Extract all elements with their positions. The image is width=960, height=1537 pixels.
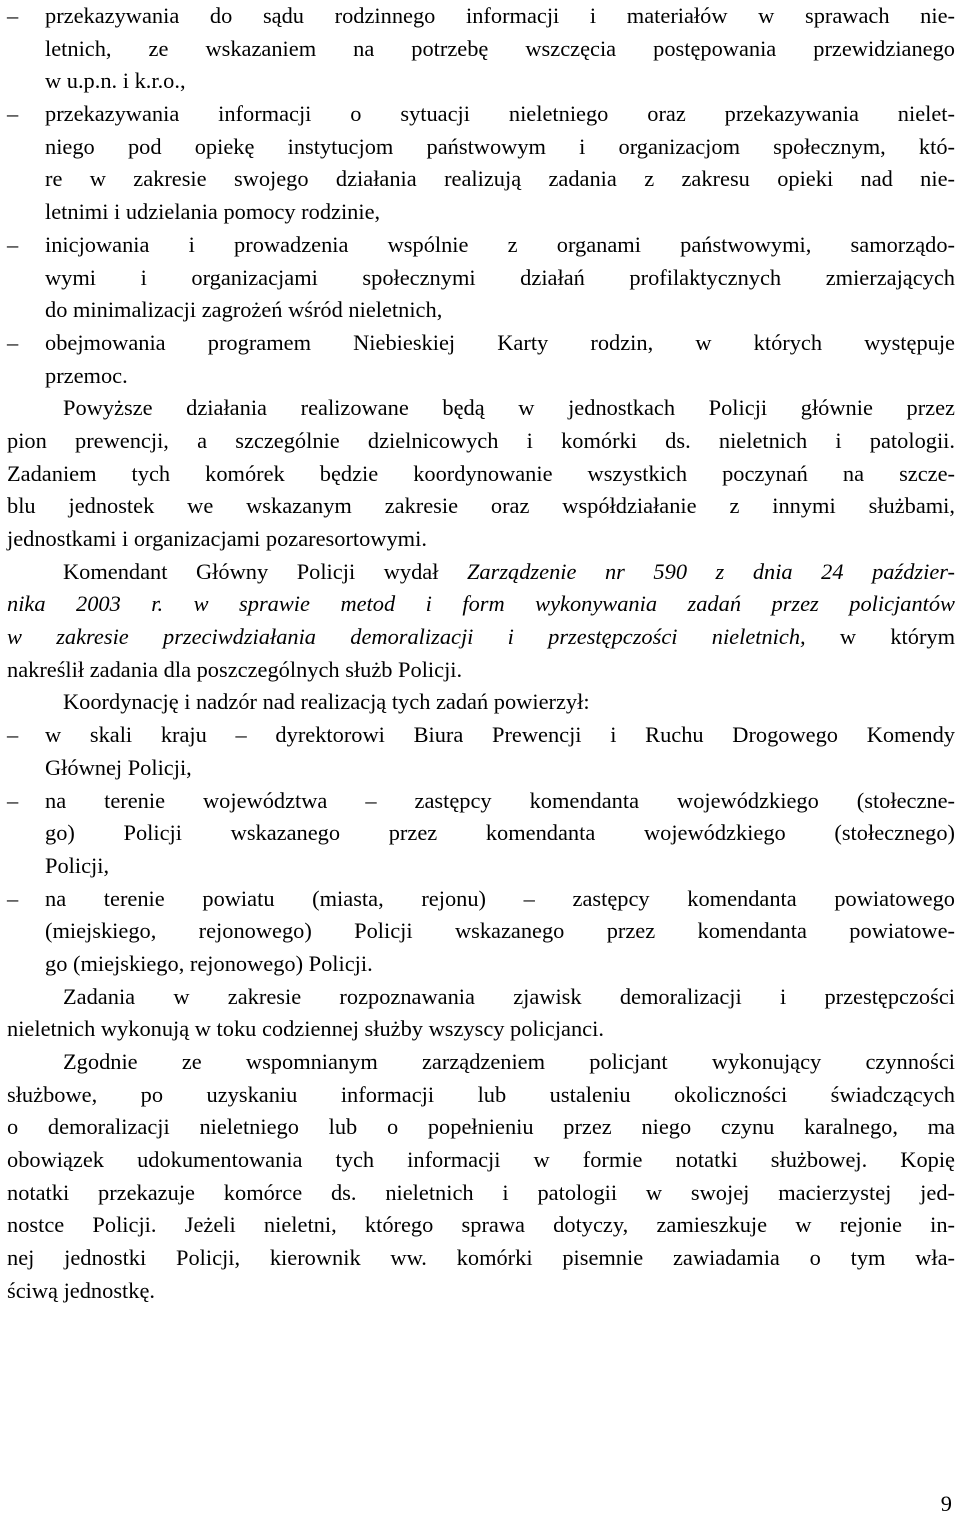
text-line <box>7 588 955 621</box>
text-line <box>7 98 955 131</box>
line-text: służbowe, po uzyskaniu informacji lub ustaleniu okoliczności świadczących <box>7 1081 955 1107</box>
line-text: przemoc. <box>45 362 128 388</box>
line-text: nostce Policji. Jeżeli nieletni, którego sprawa dotyczy, zamieszkuje w rejonie in- <box>7 1212 955 1238</box>
line-text: inicjowania i prowadzenia wspólnie z organami państwowymi, samorządo- <box>45 231 955 257</box>
line-text: na terenie województwa – zastępcy komendanta wojewódzkiego (stołeczne- <box>45 787 955 813</box>
line-text: blu jednostek we wskazanym zakresie oraz współdziałanie z innymi służbami, <box>7 493 955 519</box>
line-text: ściwą jednostkę. <box>7 1277 155 1303</box>
line-text: nika 2003 r. w sprawie metod i form wykonywania zadań przez policjantów <box>7 591 955 617</box>
line-text: letnimi i udzielania pomocy rodzinie, <box>45 199 381 225</box>
text-line <box>7 556 955 589</box>
text-line <box>7 1275 955 1308</box>
line-text: (miejskiego, rejonowego) Policji wskazanego przez komendanta powiatowe- <box>45 918 955 944</box>
line-text: jednostkami i organizacjami pozaresortowymi. <box>7 526 427 551</box>
text-line <box>7 262 955 295</box>
text-line <box>7 1046 955 1079</box>
bullet-dash: – <box>7 787 19 813</box>
text-line <box>7 425 955 458</box>
line-text: Koordynację i nadzór nad realizacją tych zadań powierzył: <box>63 689 590 715</box>
line-text: pion prewencji, a szczególnie dzielnicowych i komórki ds. nieletnich i patologii. <box>7 427 955 453</box>
text-line <box>7 981 955 1014</box>
line-text: nieletnich wykonują w toku codziennej służby wszyscy policjanci. <box>7 1016 604 1042</box>
text-line <box>7 0 955 33</box>
text-line <box>7 850 955 883</box>
line-text: na terenie powiatu (miasta, rejonu) – zastępcy komendanta powiatowego <box>45 885 955 911</box>
line-text: go (miejskiego, rejonowego) Policji. <box>45 950 373 976</box>
text-line <box>7 33 955 66</box>
text-line <box>7 229 955 262</box>
line-text: przekazywania do sądu rodzinnego informacji i materiałów w sprawach nie- <box>45 3 955 28</box>
line-text: obowiązek udokumentowania tych informacji w formie notatki służbowej. Kopię <box>7 1147 955 1173</box>
line-text: Zgodnie ze wspomnianym zarządzeniem policjant wykonujący czynności <box>63 1049 955 1074</box>
line-text: do minimalizacji zagrożeń wśród nieletnich, <box>45 297 443 323</box>
line-text: Zadaniem tych komórek będzie koordynowanie wszystkich poczynań na szcze- <box>7 460 955 486</box>
text-line <box>7 163 955 196</box>
text-line <box>7 1242 955 1275</box>
text-line <box>7 1144 955 1177</box>
text-line <box>7 294 955 327</box>
document-body <box>7 0 955 1308</box>
text-line <box>7 131 955 164</box>
text-line <box>7 948 955 981</box>
line-text: Komendant Główny Policji wydał Zarządzenie nr 590 z dnia 24 paździer- <box>63 558 955 584</box>
text-line <box>7 654 955 687</box>
line-text: w skali kraju – dyrektorowi Biura Prewencji i Ruchu Drogowego Komendy <box>45 722 955 748</box>
line-text: o demoralizacji nieletniego lub o popełnieniu przez niego czynu karalnego, ma <box>7 1114 955 1140</box>
line-text: obejmowania programem Niebieskiej Karty rodzin, w których występuje <box>45 329 955 355</box>
bullet-dash: – <box>7 101 19 127</box>
text-line <box>7 686 955 719</box>
line-text: notatki przekazuje komórce ds. nieletnich i patologii w swojej macierzystej jed- <box>7 1179 955 1205</box>
bullet-dash: – <box>7 3 19 28</box>
line-text: przekazywania informacji o sytuacji nieletniego oraz przekazywania nielet- <box>45 101 955 127</box>
line-text: nej jednostki Policji, kierownik ww. komórki pisemnie zawiadamia o tym wła- <box>7 1245 955 1271</box>
text-line <box>7 719 955 752</box>
line-text: wymi i organizacjami społecznymi działań profilaktycznych zmierzających <box>45 264 955 290</box>
bullet-dash: – <box>7 722 19 748</box>
text-line <box>7 65 955 98</box>
bullet-dash: – <box>7 329 19 355</box>
line-text: Zadania w zakresie rozpoznawania zjawisk demoralizacji i przestępczości <box>63 983 955 1009</box>
text-line <box>7 1079 955 1112</box>
text-line <box>7 458 955 491</box>
text-line <box>7 360 955 393</box>
text-line <box>7 1013 955 1046</box>
bullet-dash: – <box>7 231 19 257</box>
line-text: Powyższe działania realizowane będą w jednostkach Policji głównie przez <box>63 395 955 421</box>
text-line <box>7 1111 955 1144</box>
text-line <box>7 1177 955 1210</box>
line-text: niego pod opiekę instytucjom państwowym i organizacjom społecznym, któ- <box>45 133 955 159</box>
text-line <box>7 915 955 948</box>
text-line <box>7 490 955 523</box>
text-line <box>7 785 955 818</box>
line-text: nakreślił zadania dla poszczególnych służb Policji. <box>7 656 463 682</box>
line-text: w zakresie przeciwdziałania demoralizacji i przestępczości nieletnich, w którym <box>7 624 956 650</box>
text-line <box>7 817 955 850</box>
line-text: re w zakresie swojego działania realizują zadania z zakresu opieki nad nie- <box>45 166 955 192</box>
text-line <box>7 752 955 785</box>
text-line <box>7 196 955 229</box>
line-text: w u.p.n. i k.r.o., <box>45 68 186 94</box>
text-line <box>7 883 955 916</box>
text-line <box>7 1209 955 1242</box>
text-line <box>7 392 955 425</box>
line-text: Głównej Policji, <box>45 754 192 780</box>
line-text: go) Policji wskazanego przez komendanta wojewódzkiego (stołecznego) <box>45 820 955 846</box>
text-line <box>7 523 955 556</box>
text-line <box>7 621 955 654</box>
page-number: 9 <box>940 1491 952 1516</box>
line-text: Policji, <box>45 852 110 878</box>
line-text: letnich, ze wskazaniem na potrzebę wszczęcia postępowania przewidzianego <box>45 35 955 61</box>
text-line <box>7 327 955 360</box>
bullet-dash: – <box>7 885 19 911</box>
